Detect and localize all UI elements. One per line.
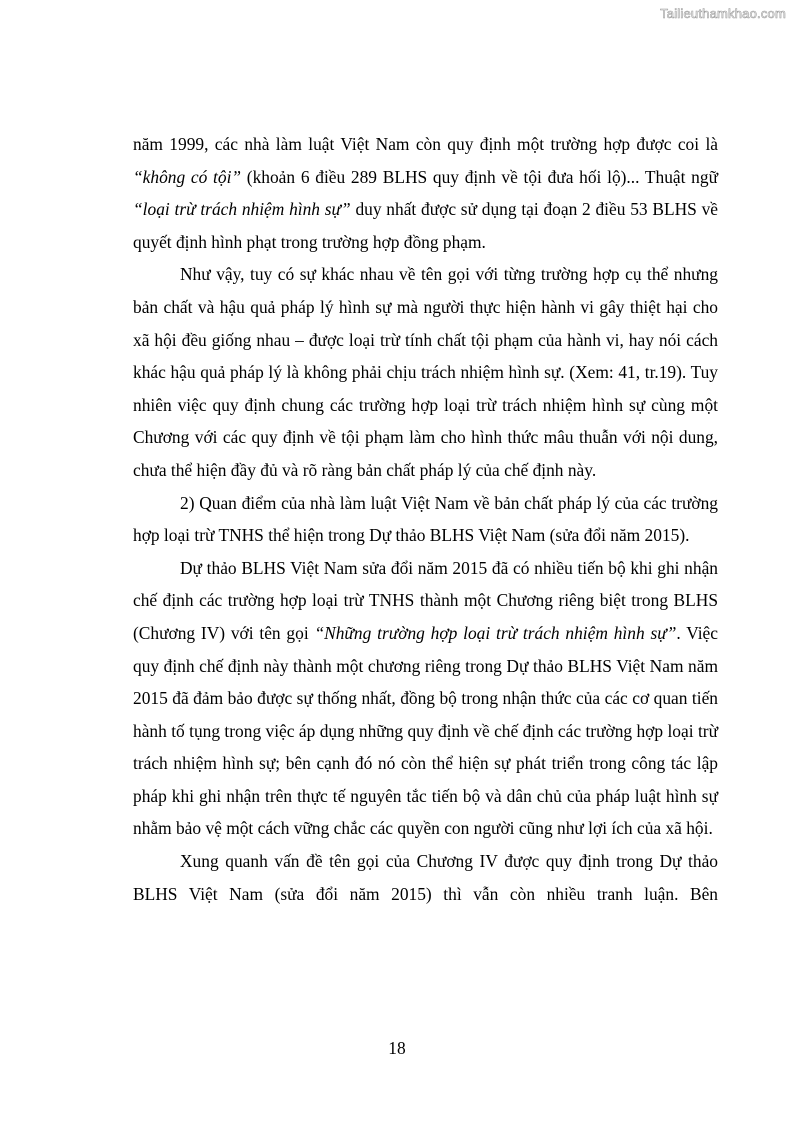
document-body — [133, 128, 718, 910]
paragraph-1-quote-khong-co-toi: “không có tội” — [133, 166, 242, 187]
paragraph-4-text-b: . Việc quy định chế định này thành một chương riêng trong Dự thảo BLHS Việt Nam năm 2015 đã đảm bảo được sự thống nhất, đồng bộ trong nhận thức của các cơ quan tiến hành tố tụng trong việc áp dụng những quy định về chế định các trường hợp loại trừ trách nhiệm hình sự; bên cạnh đó nó còn thể hiện sự phát triển trong công tác lập pháp khi ghi nhận trên thực tế nguyên tắc tiến bộ và dân chủ của pháp luật hình sự nhằm bảo vệ một cách vững chắc các quyền con người cũng như lợi ích của xã hội. — [133, 622, 718, 839]
paragraph-1-text-b: (khoản 6 điều 289 BLHS quy định về tội đưa hối lộ)... Thuật ngữ — [241, 166, 718, 187]
page-number: 18 — [388, 1038, 406, 1058]
paragraph-4-quote-chapter-title: “Những trường hợp loại trừ trách nhiệm hình sự” — [314, 622, 677, 643]
paragraph-1-quote-loai-tru-tnhs: “loại trừ trách nhiệm hình sự” — [133, 199, 351, 220]
paragraph-1-text-c: duy nhất được sử dụng tại đoạn 2 điều 53 BLHS về quyết định hình phạt trong trường hợp đồng phạm. — [133, 199, 718, 252]
watermark-text: Tailieuthamkhao.com — [660, 6, 786, 21]
paragraph-4 — [133, 552, 718, 845]
paragraph-1 — [133, 128, 718, 258]
paragraph-2: Như vậy, tuy có sự khác nhau về tên gọi với từng trường hợp cụ thể nhưng bản chất và hậu quả pháp lý hình sự mà người thực hiện hành vi gây thiệt hại cho xã hội đều giống nhau – được loại trừ tính chất tội phạm của hành vi, hay nói cách khác hậu quả pháp lý là không phải chịu trách nhiệm hình sự. (Xem: 41, tr.19). Tuy nhiên việc quy định chung các trường hợp loại trừ trách nhiệm hình sự cùng một Chương với các quy định về tội phạm làm cho hình thức mâu thuẫn với nội dung, chưa thể hiện đầy đủ và rõ ràng bản chất pháp lý của chế định này. — [133, 264, 718, 480]
paragraph-4-text-a: Dự thảo BLHS Việt Nam sửa đổi năm 2015 đã có nhiều tiến bộ khi ghi nhận chế định các trường hợp loại trừ TNHS thành một Chương riêng biệt trong BLHS (Chương IV) với tên gọi — [133, 557, 718, 643]
paragraph-5: Xung quanh vấn đề tên gọi của Chương IV được quy định trong Dự thảo BLHS Việt Nam (sửa đổi năm 2015) thì vẫn còn nhiều tranh luận. Bên — [133, 851, 718, 904]
paragraph-3-numbered-heading: 2) Quan điểm của nhà làm luật Việt Nam về bản chất pháp lý của các trường hợp loại trừ TNHS thể hiện trong Dự thảo BLHS Việt Nam (sửa đổi năm 2015). — [133, 492, 718, 546]
paragraph-1-text-a: năm 1999, các nhà làm luật Việt Nam còn quy định một trường hợp được coi là — [133, 134, 718, 154]
